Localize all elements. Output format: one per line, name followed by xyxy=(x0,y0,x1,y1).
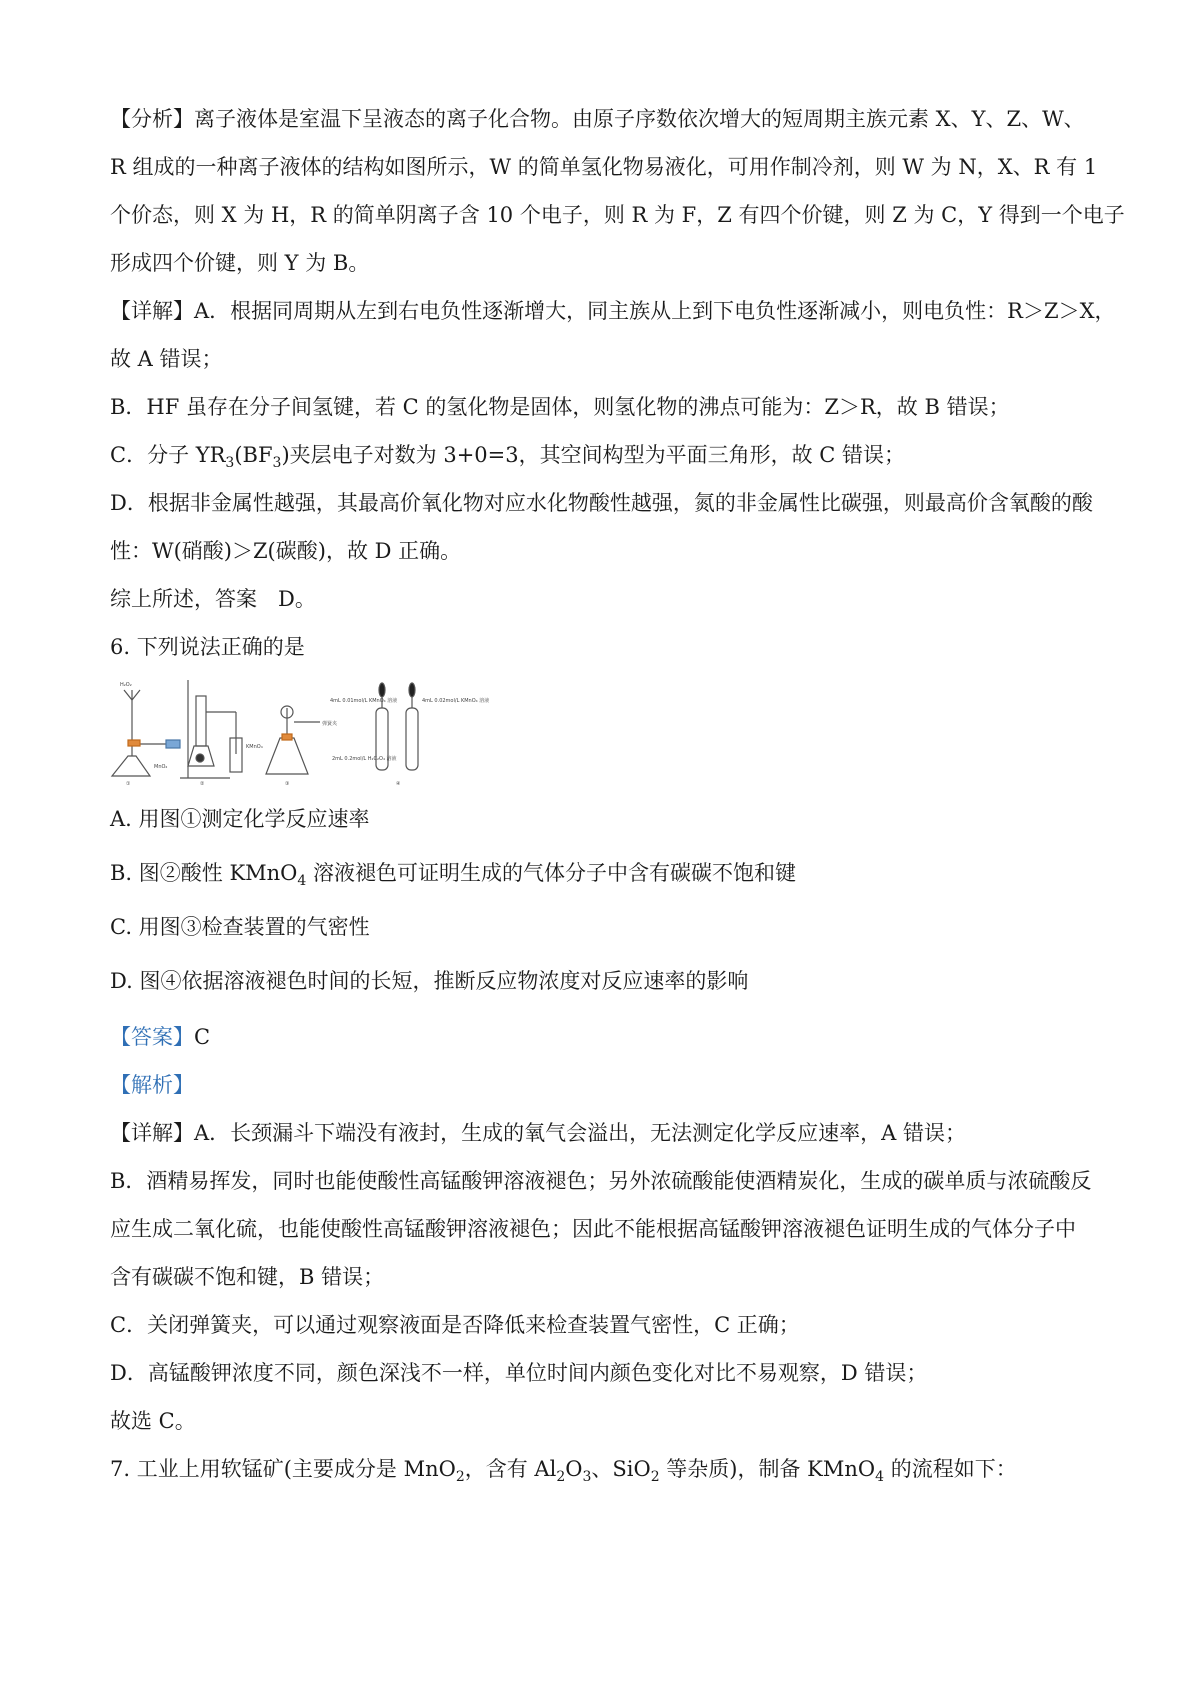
apparatus-figure xyxy=(110,678,490,786)
detail-b-line: 应生成二氧化硫，也能使酸性高锰酸钾溶液褪色；因此不能根据高锰酸钾溶液褪色证明生成的气体分子中 xyxy=(110,1217,1076,1241)
detail-a-line: 【详解】A．根据同周期从左到右电负性逐渐增大，同主族从上到下电负性逐渐减小，则电负性：R＞Z＞X， xyxy=(110,299,1116,323)
detail-c: C．分子 $YR_3(BF_3)$夹层电子对数为 3+0=3，其空间构型为平面三角形，故 C 错误； xyxy=(110,443,906,472)
conical-flask-1 xyxy=(112,756,150,776)
answer-label: 【答案】 xyxy=(110,1025,194,1049)
analysis-line: R 组成的一种离子液体的结构如图所示，W 的简单氢化物易液化，可用作制冷剂，则 W 为 N，X、R 有 1 xyxy=(110,155,1098,179)
label-fig-4: ④ xyxy=(396,781,401,786)
option-d: D. 图④依据溶液褪色时间的长短，推断反应物浓度对反应速率的影响 xyxy=(110,969,749,993)
label-tube-a: 4mL 0.01mol/L KMnO₄ 溶液 xyxy=(330,698,398,704)
label-mno2: MnO₂ xyxy=(154,764,168,770)
analysis-paragraph xyxy=(110,95,1125,287)
label-h2c2o4: 2mL 0.2mol/L H₂C₂O₄ 溶液 xyxy=(332,756,397,762)
option-b: B. 图②酸性 KMnO$_4$ 溶液褪色可证明生成的气体分子中含有碳碳不饱和键 xyxy=(110,861,796,890)
detail-b-line: 含有碳碳不饱和键，B 错误； xyxy=(110,1265,385,1289)
detail-q5 xyxy=(110,287,1116,623)
detail-d-line: D．根据非金属性越强，其最高价氧化物对应水化物酸性越强，氮的非金属性比碳强，则最高价含氧酸的酸 xyxy=(110,491,1093,515)
label-fig-3: ③ xyxy=(285,781,290,786)
conclusion: 故选 C。 xyxy=(110,1409,196,1433)
summary: 综上所述，答案 D。 xyxy=(110,587,316,611)
label-h2o2: H₂O₂ xyxy=(120,682,132,688)
q6-answer-block xyxy=(110,1013,1100,1445)
q6-options xyxy=(110,795,1100,1005)
label-tube-b: 4mL 0.02mol/L KMnO₄ 溶液 xyxy=(422,698,490,704)
q7-stem-block xyxy=(110,1445,1100,1493)
label-spring-clamp: 弹簧夹 xyxy=(322,721,338,727)
analysis-line: 【分析】离子液体是室温下呈液态的离子化合物。由原子序数依次增大的短周期主族元素 X、Y、Z、W、 xyxy=(110,107,1085,131)
detail-b-line: B．酒精易挥发，同时也能使酸性高锰酸钾溶液褪色；另外浓硫酸能使酒精炭化，生成的碳单质与浓硫酸反 xyxy=(110,1169,1092,1193)
label-kmno4: KMnO₄ xyxy=(246,744,263,750)
detail-a-line: 故 A 错误； xyxy=(110,347,223,371)
option-c: C. 用图③检查装置的气密性 xyxy=(110,915,370,939)
analysis-line: 个价态，则 X 为 H，R 的简单阴离子含 10 个电子，则 R 为 F，Z 有四个价键，则 Z 为 C，Y 得到一个电子 xyxy=(110,203,1125,227)
question-stem: 6. 下列说法正确的是 xyxy=(110,635,305,659)
detail-c: C．关闭弹簧夹，可以通过观察液面是否降低来检查装置气密性，C 正确； xyxy=(110,1313,800,1337)
question-7-stem: 7. 工业上用软锰矿(主要成分是 MnO$_2$，含有 $Al_2O_3$、SiO$_2$ 等杂质)，制备 KMnO$_4$ 的流程如下： xyxy=(110,1457,1017,1486)
answer-value: C xyxy=(194,1025,211,1049)
label-fig-1: ① xyxy=(126,781,131,786)
detail-d-line: 性：W(硝酸)＞Z(碳酸)，故 D 正确。 xyxy=(110,539,462,563)
detail-b: B．HF 虽存在分子间氢键，若 C 的氢化物是固体，则氢化物的沸点可能为：Z＞R，故 B 错误； xyxy=(110,395,1010,419)
q6-stem-block xyxy=(110,623,1100,671)
detail-d: D．高锰酸钾浓度不同，颜色深浅不一样，单位时间内颜色变化对比不易观察，D 错误； xyxy=(110,1361,928,1385)
analysis-line: 形成四个价键，则 Y 为 B。 xyxy=(110,251,370,275)
detail-a: 【详解】A．长颈漏斗下端没有液封，生成的氧气会溢出，无法测定化学反应速率，A 错误； xyxy=(110,1121,967,1145)
jiexi-label: 【解析】 xyxy=(110,1073,194,1097)
option-a: A. 用图①测定化学反应速率 xyxy=(110,807,370,831)
label-fig-2: ② xyxy=(200,781,205,786)
answer-line xyxy=(110,1013,1100,1061)
